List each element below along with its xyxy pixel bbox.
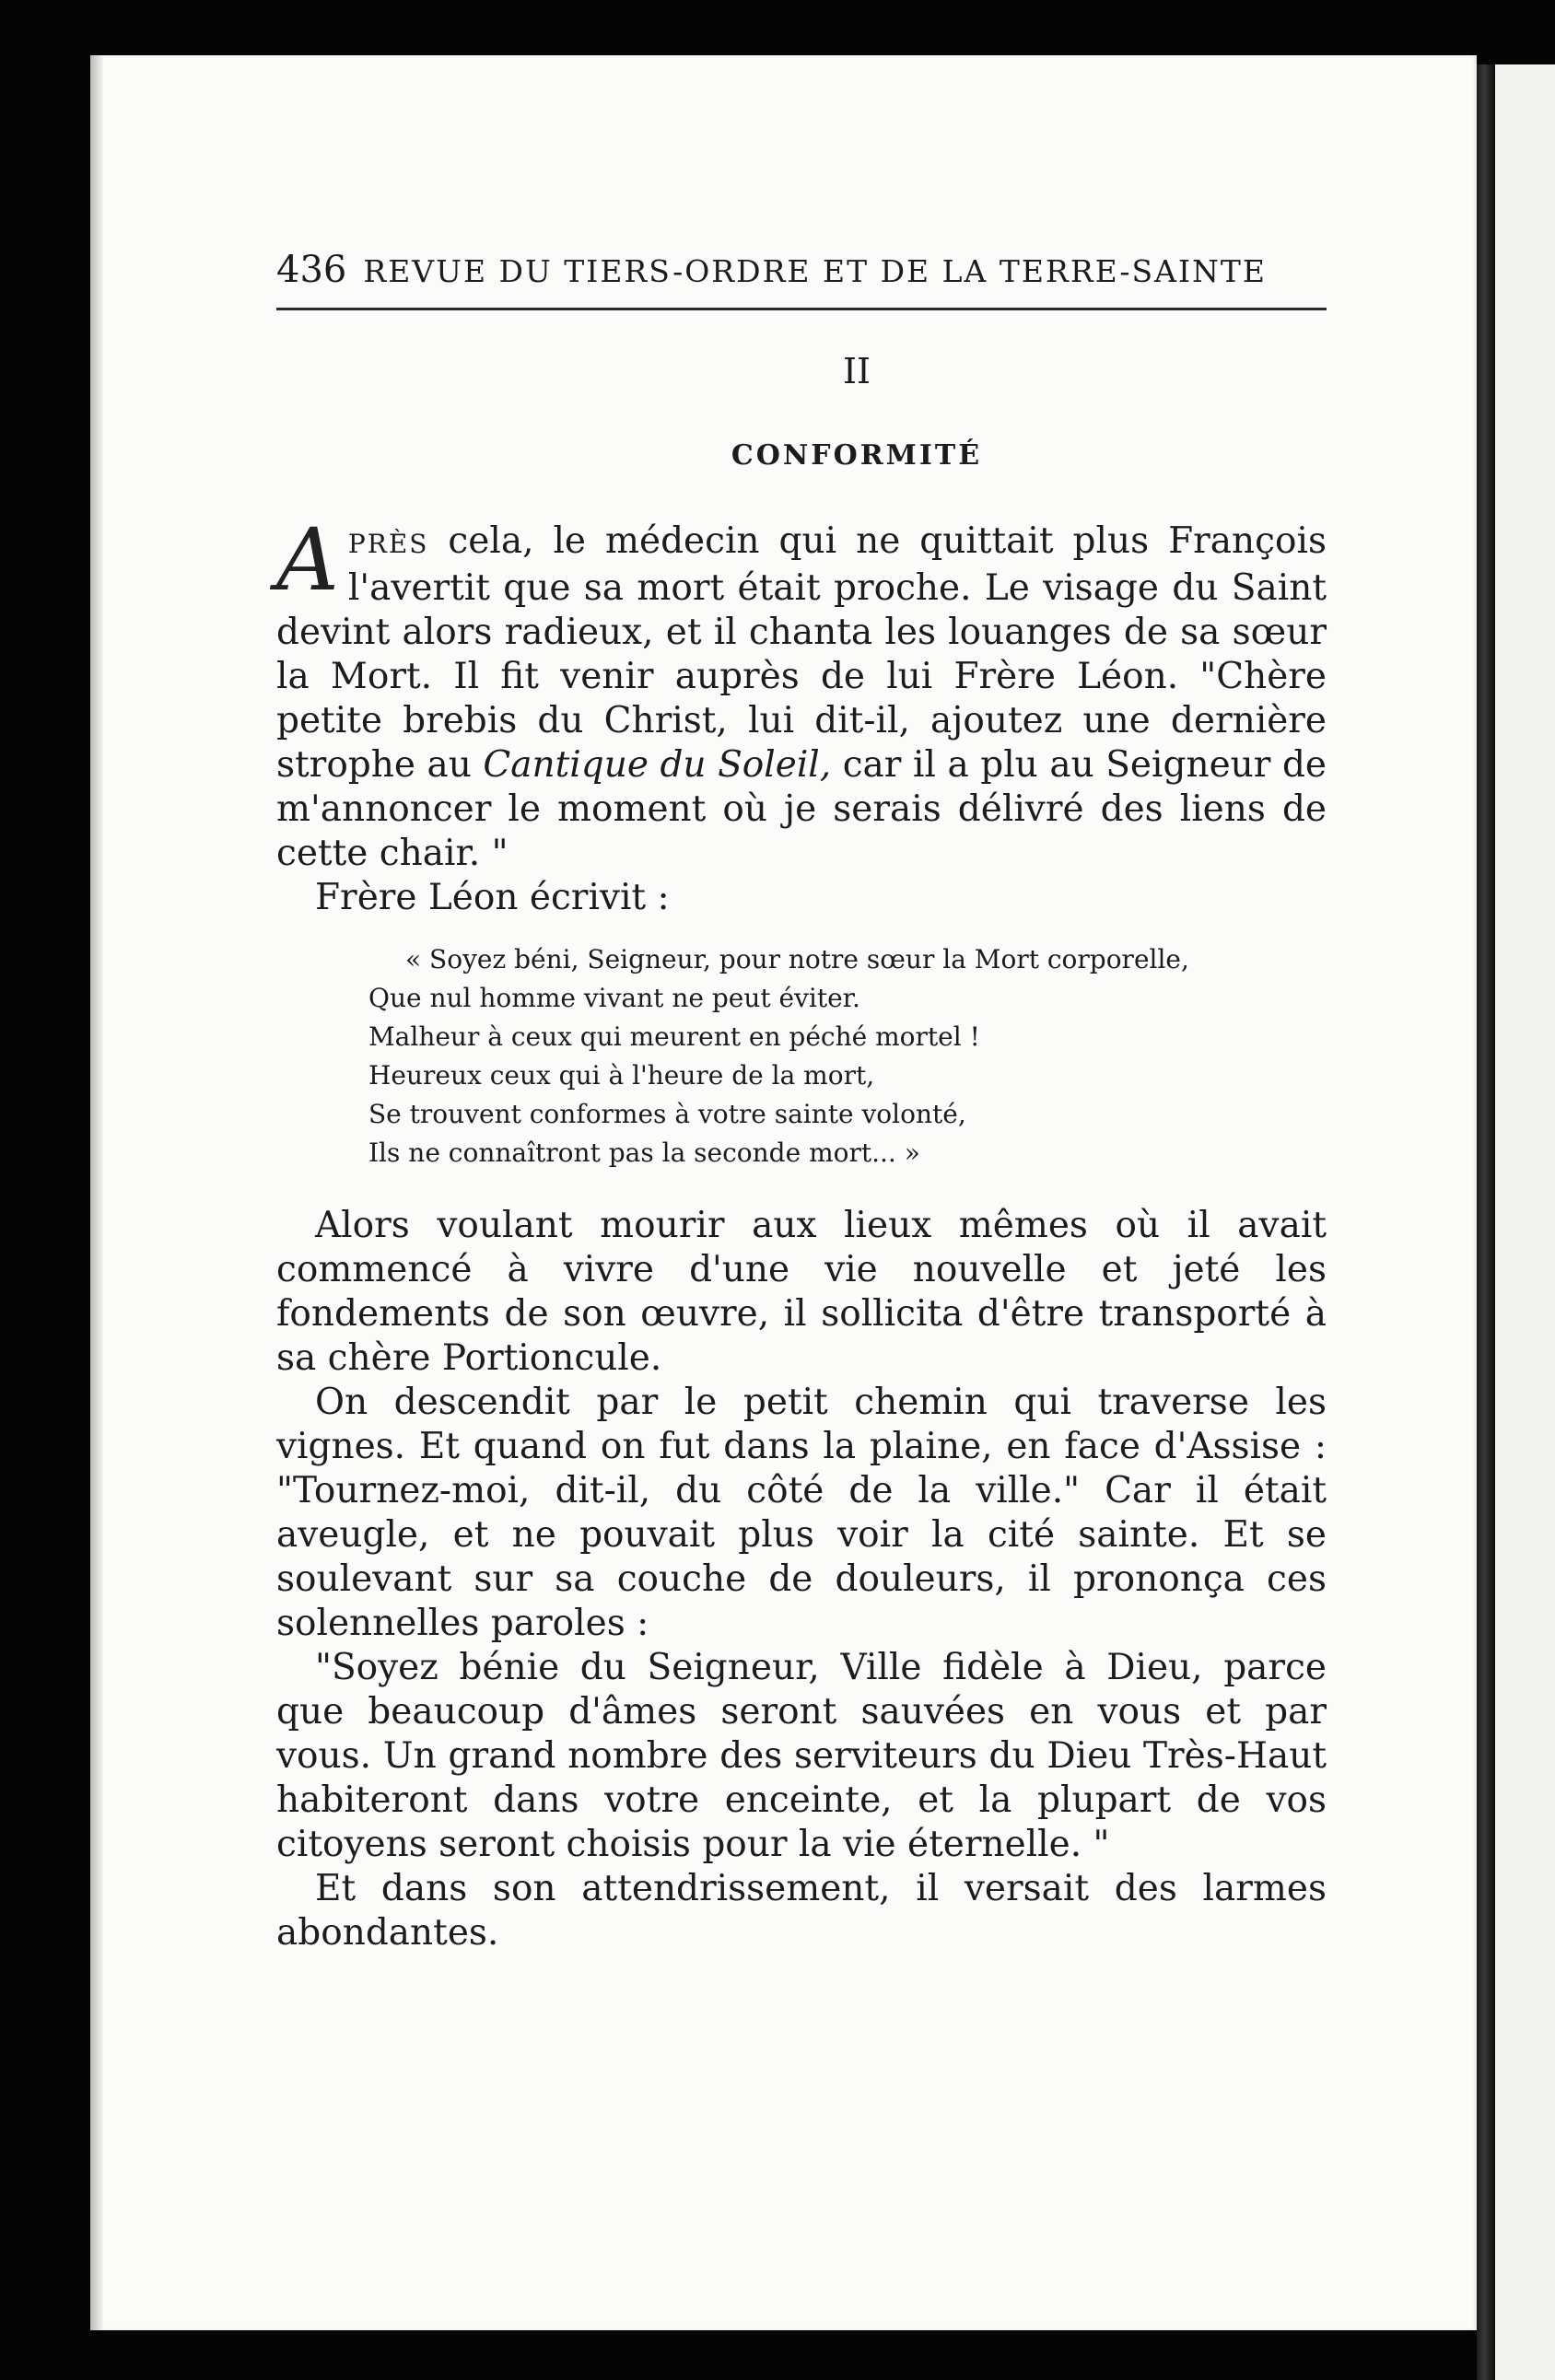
verse-line: Malheur à ceux qui meurent en péché mortel !: [368, 1021, 980, 1052]
paragraph-4: On descendit par le petit chemin qui traverse les vignes. Et quand on fut dans la plaine, en face d'Assise : "Tournez-moi, dit-il, du côté de la ville." Car il était aveugle, et ne pouvait plus voir la cité sainte. Et se soulevant sur sa couche de douleurs, il prononça ces solennelles paroles :: [276, 1382, 1327, 1644]
page-number: 436: [276, 249, 347, 291]
small-caps-opening: PRÈS: [347, 529, 429, 559]
verse-line: Ils ne connaîtront pas la seconde mort... »: [368, 1138, 920, 1168]
running-header: [276, 249, 1327, 310]
section-title: CONFORMITÉ: [731, 439, 983, 472]
running-title: REVUE DU TIERS-ORDRE ET DE LA TERRE-SAINTE: [363, 253, 1267, 289]
paragraph-6: Et dans son attendrissement, il versait des larmes abondantes.: [276, 1868, 1327, 1954]
verse-line: Que nul homme vivant ne peut éviter.: [368, 983, 860, 1013]
facing-page-edge: [1495, 64, 1555, 2380]
drop-cap: A: [276, 510, 339, 611]
page-content: [276, 249, 1327, 1955]
paragraph-3: Alors voulant mourir aux lieux mêmes où il avait commencé à vivre d'une vie nouvelle et jeté les fondements de son œuvre, il sollicita d'être transporté à sa chère Portioncule.: [276, 1205, 1327, 1379]
book-spine-edge: [1477, 64, 1495, 2380]
verse-line: « Soyez béni, Seigneur, pour notre sœur la Mort corporelle,: [405, 944, 1189, 974]
paragraph-1: [276, 510, 1327, 876]
paragraph-1-text-b: car il a plu au Seigneur de m'annoncer le moment où je serais délivré des liens de cette chair. ": [276, 744, 1327, 874]
verse-line: Heureux ceux qui à l'heure de la mort,: [368, 1060, 875, 1091]
paragraph-2: Frère Léon écrivit :: [315, 877, 670, 918]
verse-quote: [368, 940, 1299, 1172]
paragraph-1-text-a: cela, le médecin qui ne quittait plus François l'avertit que sa mort était proche. Le visage du Saint devint alors radieux, et il chanta les louanges de sa sœur la Mort. Il fit venir auprès de lui Frère Léon. "Chère petite brebis du Christ, lui dit-il, ajoutez une dernière strophe au: [276, 520, 1327, 786]
work-title-italic: Cantique du Soleil,: [483, 744, 832, 786]
page-gutter-shadow: [90, 55, 103, 2330]
paragraph-5: "Soyez bénie du Seigneur, Ville fidèle à Dieu, parce que beaucoup d'âmes seront sauvées en vous et par vous. Un grand nombre des serviteurs du Dieu Très-Haut habiteront dans votre enceinte, et la plupart de vos citoyens seront choisis pour la vie éternelle. ": [276, 1647, 1327, 1865]
verse-line: Se trouvent conformes à votre sainte volonté,: [368, 1099, 966, 1129]
section-number: II: [842, 351, 871, 391]
